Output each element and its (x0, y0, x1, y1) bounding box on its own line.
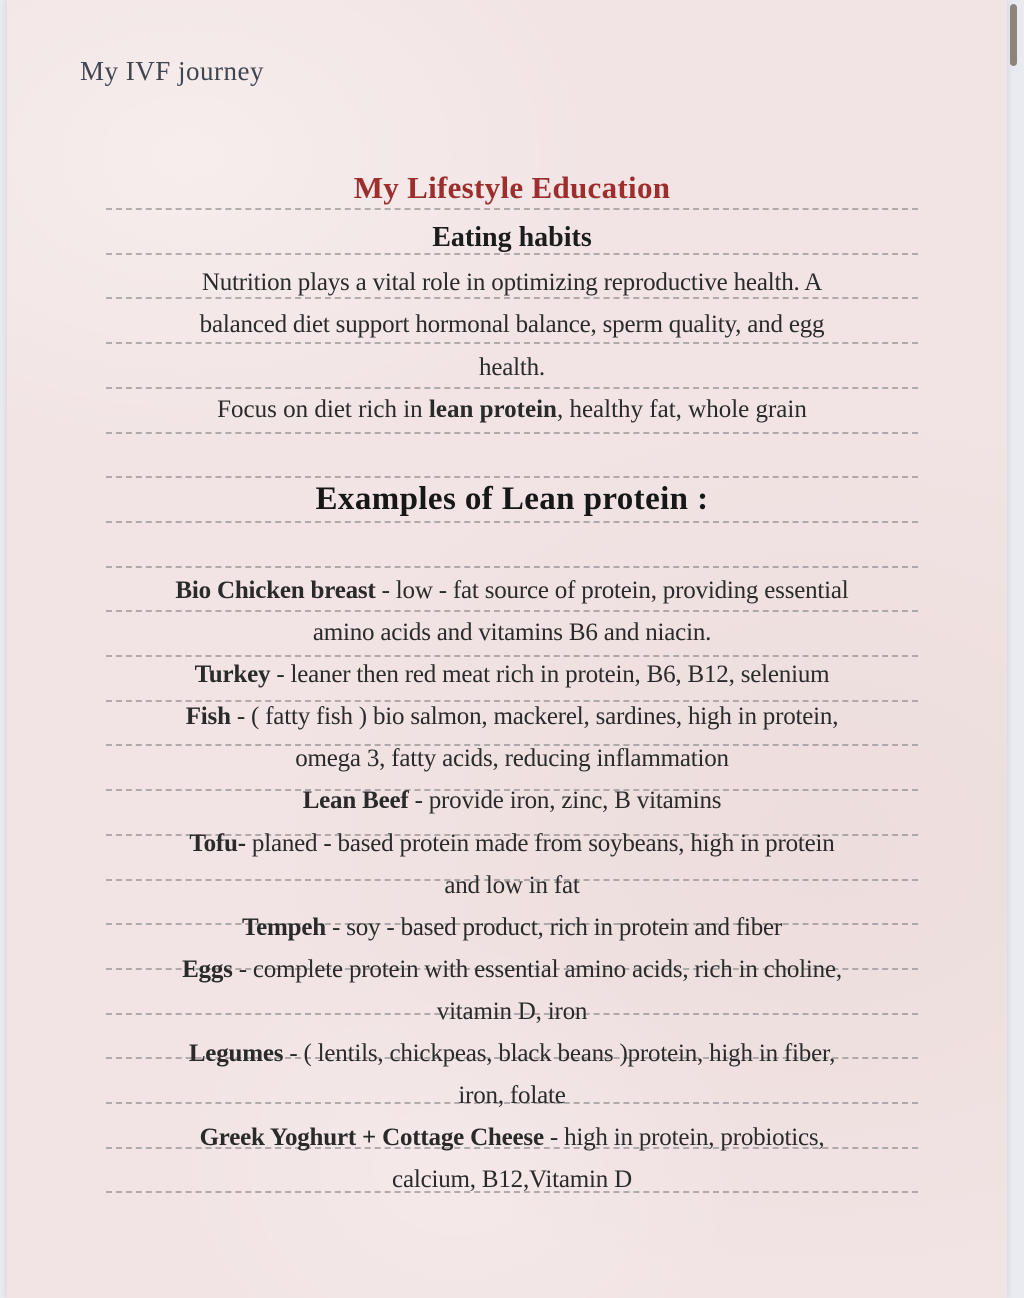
text-line (106, 907, 918, 949)
notebook-page (7, 0, 1007, 1298)
text-segment: , healthy fat, whole grain (556, 396, 807, 423)
text-segment: - ( lentils, chickpeas, black beans )protein, high in fiber, (283, 1040, 836, 1068)
text-line (106, 991, 918, 1033)
text-segment: amino acids and vitamins B6 and niacin. (312, 619, 712, 647)
text-line (106, 1033, 918, 1075)
section-heading-eating-habits: Eating habits (432, 222, 592, 253)
text-line (106, 1159, 918, 1201)
page-header-label: My IVF journey (80, 56, 264, 86)
bold-text-segment: Eggs (182, 955, 233, 983)
text-line (106, 865, 918, 907)
text-segment: vitamin D, iron (436, 997, 588, 1025)
lean-protein-list (106, 570, 918, 1201)
text-line (106, 738, 918, 780)
text-line (106, 612, 918, 654)
document-title: My Lifestyle Education (353, 170, 671, 205)
examples-heading: Examples of Lean protein : (315, 481, 709, 517)
bold-text-segment: Lean Beef (302, 787, 409, 815)
bold-text-segment: Greek Yoghurt + Cottage Cheese (199, 1124, 544, 1152)
text-segment: health. (479, 353, 545, 381)
text-line (106, 570, 918, 612)
text-line (106, 780, 918, 822)
page-content (7, 0, 1007, 1298)
text-line (106, 1075, 918, 1117)
text-segment: balanced diet support hormonal balance, sperm quality, and egg (199, 311, 825, 339)
text-line (106, 949, 918, 991)
bold-text-segment: Tofu- (189, 829, 246, 857)
text-segment: iron, folate (458, 1082, 566, 1110)
text-segment: - provide iron, zinc, B vitamins (408, 787, 722, 815)
bold-text-segment: lean protein (428, 396, 557, 423)
text-segment: - ( fatty fish ) bio salmon, mackerel, sardines, high in protein, (230, 703, 839, 731)
text-line (106, 823, 918, 865)
text-segment: calcium, B12,Vitamin D (392, 1166, 632, 1194)
text-line (106, 347, 918, 389)
text-line (106, 262, 918, 304)
text-segment: - low - fat source of protein, providing essential (375, 577, 849, 604)
text-segment: Focus on diet rich in (217, 396, 429, 423)
bold-text-segment: Tempeh (241, 913, 326, 941)
bold-text-segment: Legumes (188, 1040, 284, 1068)
text-line (106, 696, 918, 738)
bold-text-segment: Fish (185, 703, 231, 731)
text-line (106, 654, 918, 696)
text-segment: - leaner then red meat rich in protein, B6, B12, selenium (270, 661, 830, 689)
bold-text-segment: Turkey (194, 661, 271, 689)
scrollbar-thumb[interactable] (1010, 4, 1017, 66)
text-segment: - complete protein with essential amino acids, rich in choline, (232, 955, 842, 983)
text-segment: - high in protein, probiotics, (543, 1124, 825, 1152)
text-line (106, 304, 918, 346)
text-segment: and low in fat (444, 871, 580, 899)
text-segment: - soy - based product, rich in protein and fiber (325, 913, 783, 941)
focus-diet-line (106, 389, 918, 431)
text-segment: planed - based protein made from soybeans, high in protein (245, 829, 835, 857)
text-segment: omega 3, fatty acids, reducing inflammation (295, 745, 729, 773)
intro-paragraph (106, 262, 918, 389)
text-segment: Nutrition plays a vital role in optimizing reproductive health. A (201, 269, 823, 296)
bold-text-segment: Bio Chicken breast (175, 577, 376, 604)
text-line (106, 1117, 918, 1159)
